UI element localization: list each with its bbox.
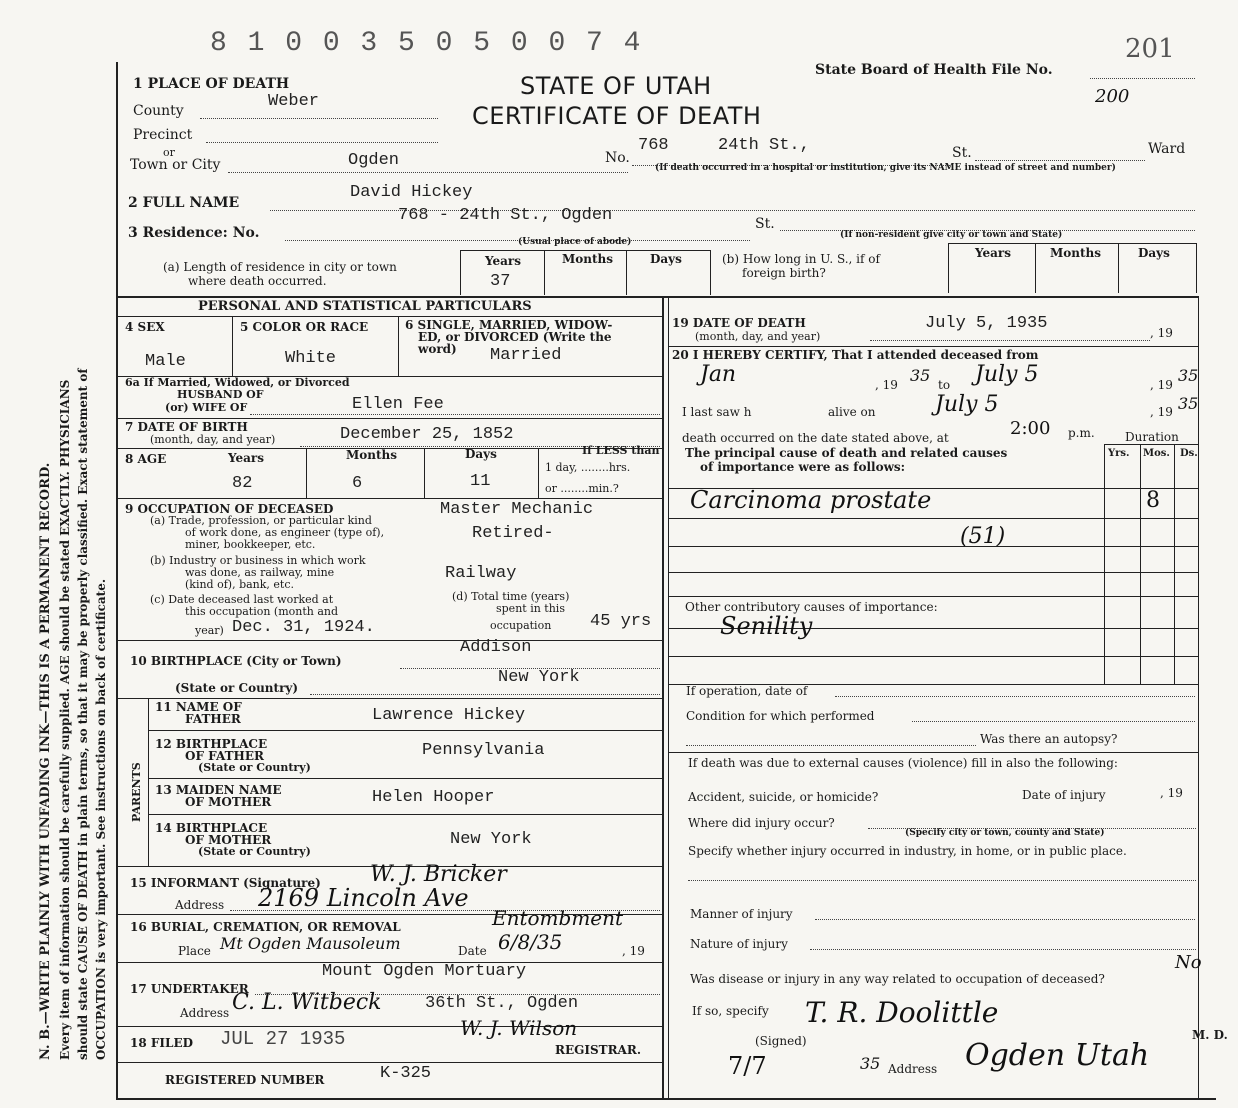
burial-place-label: Place bbox=[178, 944, 211, 958]
res-months-label: Months bbox=[562, 252, 614, 266]
duration-yrs-label: Yrs. bbox=[1108, 448, 1130, 459]
nature-label: Nature of injury bbox=[690, 937, 788, 951]
occ-c-1: (c) Date deceased last worked at bbox=[150, 593, 334, 606]
age-years-label: Years bbox=[228, 451, 265, 465]
county-value: Weber bbox=[268, 92, 320, 111]
last-saw-date: July 5 bbox=[935, 392, 999, 417]
town-value: Ogden bbox=[348, 151, 400, 170]
registered-number-label: REGISTERED NUMBER bbox=[165, 1073, 325, 1087]
margin-instruction-1: N. B.—WRITE PLAINLY WITH UNFADING INK—THIS IS A PERMANENT RECORD. bbox=[38, 462, 53, 1060]
parents-col bbox=[148, 698, 149, 866]
margin-instruction-2: Every item of information should be carefully supplied. AGE should be stated EXACTLY. PHYSICIANS bbox=[58, 379, 72, 1060]
county-line bbox=[200, 118, 438, 119]
death-date-value: July 5, 1935 bbox=[925, 314, 1048, 333]
dob-value: December 25, 1852 bbox=[340, 425, 514, 444]
marital-value: Married bbox=[490, 346, 562, 365]
operation-label: If operation, date of bbox=[686, 684, 808, 698]
file-number-label: State Board of Health File No. bbox=[815, 62, 1053, 78]
race-value: White bbox=[285, 349, 337, 368]
md-label: M. D. bbox=[1192, 1028, 1228, 1042]
occ-a-1: (a) Trade, profession, or particular kind bbox=[150, 514, 372, 527]
length-label-1: (a) Length of residence in city or town bbox=[163, 260, 397, 274]
age-col-1 bbox=[306, 448, 307, 498]
duration-col-1 bbox=[1104, 444, 1105, 684]
burial-year-suffix: , 19 bbox=[622, 944, 645, 958]
for-col-3 bbox=[1118, 243, 1119, 293]
length-label-2: where death occurred. bbox=[188, 274, 327, 288]
race-col bbox=[398, 316, 399, 376]
duration-ds-label: Ds. bbox=[1180, 448, 1198, 459]
occ-c-3: year) bbox=[195, 624, 224, 637]
res-col-1 bbox=[460, 250, 461, 295]
specify-line bbox=[688, 880, 1196, 881]
death-date-label-1: 19 DATE OF DEATH bbox=[672, 316, 806, 330]
operation-line bbox=[835, 696, 1195, 697]
personal-header: PERSONAL AND STATISTICAL PARTICULARS bbox=[198, 299, 532, 314]
file-number-2: 200 bbox=[1095, 86, 1130, 107]
death-time: 2:00 bbox=[1010, 418, 1051, 439]
attended-to-year: 35 bbox=[1178, 366, 1199, 385]
attended-to: July 5 bbox=[975, 362, 1039, 387]
cause-row-4 bbox=[668, 572, 1198, 573]
race-label: 5 COLOR OR RACE bbox=[240, 320, 369, 334]
contributory-value: Senility bbox=[720, 612, 813, 640]
industry-value: Railway bbox=[445, 564, 517, 583]
sex-label: 4 SEX bbox=[125, 320, 165, 334]
external-label: If death was due to external causes (violence) fill in also the following: bbox=[688, 756, 1118, 770]
death-time-unit: p.m. bbox=[1068, 426, 1095, 440]
autopsy-label: Was there an autopsy? bbox=[980, 732, 1118, 746]
personal-header-line bbox=[116, 316, 662, 317]
specify-label: Specify whether injury occurred in industry, in home, or in public place. bbox=[688, 844, 1127, 858]
serial-number: 8 1 0 0 3 5 0 5 0 0 7 4 bbox=[210, 28, 643, 59]
spouse-label-3: (or) WIFE OF bbox=[165, 401, 248, 414]
burial-type: Entombment bbox=[492, 906, 624, 930]
occ-d-2: spent in this bbox=[496, 602, 565, 615]
birth-state-label: (State or Country) bbox=[175, 681, 299, 695]
undertaker-label: 17 UNDERTAKER bbox=[130, 982, 249, 996]
last-saw-label: I last saw h bbox=[682, 405, 752, 419]
residence-st-label: St. bbox=[755, 216, 775, 232]
for-years-label: Years bbox=[975, 246, 1012, 260]
abode-note: (Usual place of abode) bbox=[518, 237, 632, 247]
nonresident-note: (If non-resident give city or town and State) bbox=[840, 230, 1063, 240]
cause-duration-months: 8 bbox=[1146, 488, 1160, 513]
from-year-prefix: , 19 bbox=[875, 378, 898, 392]
occupation-label: 9 OCCUPATION OF DECEASED bbox=[125, 502, 334, 516]
registered-number-value: K-325 bbox=[380, 1064, 432, 1083]
mother-value: Helen Hooper bbox=[372, 788, 495, 807]
age-months-value: 6 bbox=[352, 474, 363, 493]
spouse-line bbox=[250, 414, 660, 415]
burial-date-label: Date bbox=[458, 944, 487, 958]
dob-label-1: 7 DATE OF BIRTH bbox=[125, 420, 248, 434]
mother-birth-value: New York bbox=[450, 830, 532, 849]
full-name-value: David Hickey bbox=[350, 183, 473, 202]
occ-c-2: this occupation (month and bbox=[185, 605, 339, 618]
mother-label-2: OF MOTHER bbox=[185, 795, 272, 809]
manner-label: Manner of injury bbox=[690, 907, 793, 921]
row-registered-top bbox=[116, 1062, 662, 1063]
age-label: 8 AGE bbox=[125, 452, 167, 466]
occ-b-3: (kind of), bank, etc. bbox=[185, 578, 295, 591]
mother-label-1: 13 MAIDEN NAME bbox=[155, 783, 282, 797]
undertaker-address-label: Address bbox=[180, 1006, 230, 1020]
state-title: STATE OF UTAH bbox=[520, 72, 712, 100]
informant-label: 15 INFORMANT (Signature) bbox=[130, 876, 321, 890]
precinct-line bbox=[206, 142, 438, 143]
father-value: Lawrence Hickey bbox=[372, 706, 526, 725]
outer-bottom-border bbox=[116, 1098, 1216, 1100]
residence-value: 768 - 24th St., Ogden bbox=[398, 206, 613, 225]
birthplace-value: Addison bbox=[460, 638, 532, 657]
autopsy-line bbox=[686, 745, 976, 746]
right-border bbox=[1198, 296, 1199, 1098]
undertaker-address: 36th St., Ogden bbox=[425, 994, 579, 1013]
marital-label-1: 6 SINGLE, MARRIED, WIDOW- bbox=[405, 318, 613, 332]
sex-value: Male bbox=[145, 352, 186, 371]
less-label-3: or ........min.? bbox=[545, 482, 619, 495]
for-months-label: Months bbox=[1050, 246, 1102, 260]
age-col-2 bbox=[424, 448, 425, 498]
fbirth-label-2: OF FATHER bbox=[185, 749, 265, 763]
physician-address: Ogden Utah bbox=[965, 1038, 1150, 1073]
street-no-label: No. bbox=[605, 150, 630, 166]
age-days-label: Days bbox=[465, 447, 497, 461]
res-years-label: Years bbox=[485, 254, 522, 268]
cause-value: Carcinoma prostate bbox=[690, 486, 932, 514]
birth-state-value: New York bbox=[498, 668, 580, 687]
cause-label-2: of importance were as follows: bbox=[700, 460, 906, 474]
registrar-signature: W. J. Wilson bbox=[460, 1016, 578, 1040]
hospital-note: (If death occurred in a hospital or institution, give its NAME instead of street and number) bbox=[655, 163, 1116, 173]
center-divider-1 bbox=[662, 296, 664, 1098]
burial-place: Mt Ogden Mausoleum bbox=[220, 934, 401, 953]
informant-address: 2169 Lincoln Ave bbox=[258, 884, 469, 912]
street-number: 768 bbox=[638, 136, 669, 155]
contributory-label: Other contributory causes of importance: bbox=[685, 600, 938, 614]
foreign-box-top bbox=[948, 243, 1196, 244]
for-days-label: Days bbox=[1138, 246, 1170, 260]
town-line bbox=[228, 172, 628, 173]
fbirth-label-3: (State or Country) bbox=[198, 761, 311, 774]
ward-line bbox=[975, 160, 1145, 161]
foreign-label-2: foreign birth? bbox=[742, 266, 826, 280]
marital-label-2: ED, or DIVORCED (Write the bbox=[418, 330, 612, 344]
res-col-4 bbox=[710, 250, 711, 295]
accident-label: Accident, suicide, or homicide? bbox=[688, 790, 879, 804]
age-years-value: 82 bbox=[232, 474, 253, 493]
file-number: 201 bbox=[1125, 34, 1175, 64]
ward-label: Ward bbox=[1148, 141, 1186, 157]
ifso-label: If so, specify bbox=[692, 1004, 769, 1018]
attended-from-year: 35 bbox=[910, 366, 931, 385]
death-date-line bbox=[870, 340, 1150, 341]
age-days-value: 11 bbox=[470, 472, 491, 491]
main-grid-top bbox=[116, 296, 1198, 298]
duration-col-2 bbox=[1140, 444, 1141, 684]
for-col-4 bbox=[1196, 243, 1197, 293]
row-parents-top bbox=[116, 698, 662, 699]
mbirth-label-1: 14 BIRTHPLACE bbox=[155, 821, 268, 835]
duration-mos-label: Mos. bbox=[1143, 448, 1170, 459]
cause-row-5 bbox=[668, 596, 1198, 597]
row-20-top bbox=[668, 346, 1198, 347]
age-months-label: Months bbox=[346, 448, 398, 462]
last-worked-value: Dec. 31, 1924. bbox=[232, 618, 375, 637]
street-name: 24th St., bbox=[718, 136, 810, 155]
cause-code: (51) bbox=[960, 524, 1006, 549]
condition-label: Condition for which performed bbox=[686, 709, 875, 723]
res-days-label: Days bbox=[650, 252, 682, 266]
fbirth-label-1: 12 BIRTHPLACE bbox=[155, 737, 268, 751]
last-saw-year-prefix: , 19 bbox=[1150, 405, 1173, 419]
birthplace-label: 10 BIRTHPLACE (City or Town) bbox=[130, 654, 342, 668]
undertaker-name: Mount Ogden Mortuary bbox=[322, 962, 527, 981]
county-label: County bbox=[133, 103, 184, 119]
occ-b-1: (b) Industry or business in which work bbox=[150, 554, 366, 567]
nature-line bbox=[810, 949, 1196, 950]
condition-line bbox=[912, 721, 1195, 722]
outer-left-border bbox=[116, 62, 118, 1098]
occ-b-2: was done, as railway, mine bbox=[185, 566, 335, 579]
row-18-top bbox=[116, 1026, 662, 1027]
or-label: or bbox=[163, 146, 175, 159]
certificate-title: CERTIFICATE OF DEATH bbox=[472, 102, 762, 130]
informant-address-label: Address bbox=[175, 898, 225, 912]
undertaker-signature: C. L. Witbeck bbox=[232, 990, 382, 1015]
burial-date: 6/8/35 bbox=[498, 930, 563, 954]
burial-label: 16 BURIAL, CREMATION, OR REMOVAL bbox=[130, 920, 401, 934]
informant-signature: W. J. Bricker bbox=[370, 862, 507, 887]
where-label: Where did injury occur? bbox=[688, 816, 835, 830]
for-col-1 bbox=[948, 243, 949, 293]
injury-year: , 19 bbox=[1160, 786, 1183, 800]
certify-label: 20 I HEREBY CERTIFY, That I attended deceased from bbox=[672, 348, 1039, 362]
filed-label: 18 FILED bbox=[130, 1036, 193, 1050]
physician-signature: T. R. Doolittle bbox=[805, 996, 999, 1029]
duration-label: Duration bbox=[1125, 430, 1179, 444]
st-label: St. bbox=[952, 145, 972, 161]
occ-a-2: of work done, as engineer (type of), bbox=[185, 526, 385, 539]
less-label-1: If LESS than bbox=[582, 444, 660, 457]
father-label-2: FATHER bbox=[185, 712, 241, 726]
registrar-label: REGISTRAR. bbox=[555, 1043, 642, 1057]
father-label-1: 11 NAME OF bbox=[155, 700, 242, 714]
cause-row-3 bbox=[668, 546, 1198, 547]
town-label: Town or City bbox=[130, 157, 221, 173]
margin-instruction-3: should state CAUSE OF DEATH in plain terms, so that it may be properly classified. Exact statement of bbox=[76, 368, 90, 1060]
for-col-2 bbox=[1035, 243, 1036, 293]
occ-a-3: miner, bookkeeper, etc. bbox=[185, 538, 316, 551]
cause-row-7 bbox=[668, 656, 1198, 657]
row-13-top bbox=[148, 778, 662, 779]
residence-box-top bbox=[460, 250, 710, 251]
death-year-suffix: , 19 bbox=[1150, 326, 1173, 340]
res-years-value: 37 bbox=[490, 272, 511, 291]
place-of-death-label: 1 PLACE OF DEATH bbox=[133, 76, 290, 92]
row-12-top bbox=[148, 730, 662, 731]
residence-label: 3 Residence: No. bbox=[128, 225, 260, 241]
precinct-label: Precinct bbox=[133, 127, 193, 143]
total-time-value: 45 yrs bbox=[590, 612, 652, 631]
file-number-line bbox=[1090, 78, 1195, 79]
cause-label-1: The principal cause of death and related causes bbox=[685, 446, 1008, 460]
where-note: (Specify city or town, county and State) bbox=[905, 828, 1105, 838]
occ-d-3: occupation bbox=[490, 619, 552, 632]
res-col-3 bbox=[626, 250, 627, 295]
last-saw-year: 35 bbox=[1178, 394, 1199, 413]
row-7-top bbox=[116, 418, 662, 419]
alive-on-label: alive on bbox=[828, 405, 876, 419]
to-year-prefix: , 19 bbox=[1150, 378, 1173, 392]
to-label: to bbox=[938, 378, 951, 392]
marital-label-3: word) bbox=[418, 342, 457, 356]
signed-year: 35 bbox=[860, 1054, 881, 1073]
injury-date-label: Date of injury bbox=[1022, 788, 1106, 802]
row-9-top bbox=[116, 498, 662, 499]
spouse-label-1: 6a If Married, Widowed, or Divorced bbox=[125, 376, 350, 389]
row-external-top bbox=[668, 752, 1198, 753]
foreign-label-1: (b) How long in U. S., if of bbox=[722, 252, 880, 266]
attended-from: Jan bbox=[700, 362, 737, 387]
physician-address-label: Address bbox=[888, 1062, 938, 1076]
occupation-value-2: Retired- bbox=[472, 524, 554, 543]
age-col-3 bbox=[538, 448, 539, 498]
death-date-label-2: (month, day, and year) bbox=[695, 330, 821, 343]
occ-d-1: (d) Total time (years) bbox=[452, 590, 570, 603]
related-value: No bbox=[1175, 952, 1202, 973]
father-birth-value: Pennsylvania bbox=[422, 741, 545, 760]
row-14-top bbox=[148, 814, 662, 815]
res-col-2 bbox=[544, 250, 545, 295]
spouse-value: Ellen Fee bbox=[352, 395, 444, 414]
dob-label-2: (month, day, and year) bbox=[150, 433, 276, 446]
birth-state-line bbox=[310, 694, 660, 695]
less-label-2: 1 day, ........hrs. bbox=[545, 461, 631, 474]
mbirth-label-3: (State or Country) bbox=[198, 845, 311, 858]
sex-col bbox=[232, 316, 233, 376]
center-divider-2 bbox=[668, 296, 669, 1098]
full-name-label: 2 FULL NAME bbox=[128, 195, 240, 211]
related-label: Was disease or injury in any way related to occupation of deceased? bbox=[690, 972, 1105, 986]
signed-date: 7/7 bbox=[728, 1052, 767, 1080]
mbirth-label-2: OF MOTHER bbox=[185, 833, 272, 847]
occurred-label: death occurred on the date stated above, at bbox=[682, 431, 949, 445]
signed-label: (Signed) bbox=[755, 1034, 807, 1048]
spouse-label-2: HUSBAND OF bbox=[177, 388, 264, 401]
duration-header-top bbox=[1104, 444, 1198, 445]
manner-line bbox=[815, 919, 1195, 920]
parents-side-label: PARENTS bbox=[130, 762, 143, 822]
cause-row-2 bbox=[668, 518, 1198, 519]
duration-col-3 bbox=[1174, 444, 1175, 684]
row-10-top bbox=[116, 640, 662, 641]
filed-date: JUL 27 1935 bbox=[220, 1028, 346, 1050]
margin-instruction-4: OCCUPATION is very important. See instructions on back of certificate. bbox=[94, 578, 108, 1060]
occupation-value: Master Mechanic bbox=[440, 500, 594, 519]
